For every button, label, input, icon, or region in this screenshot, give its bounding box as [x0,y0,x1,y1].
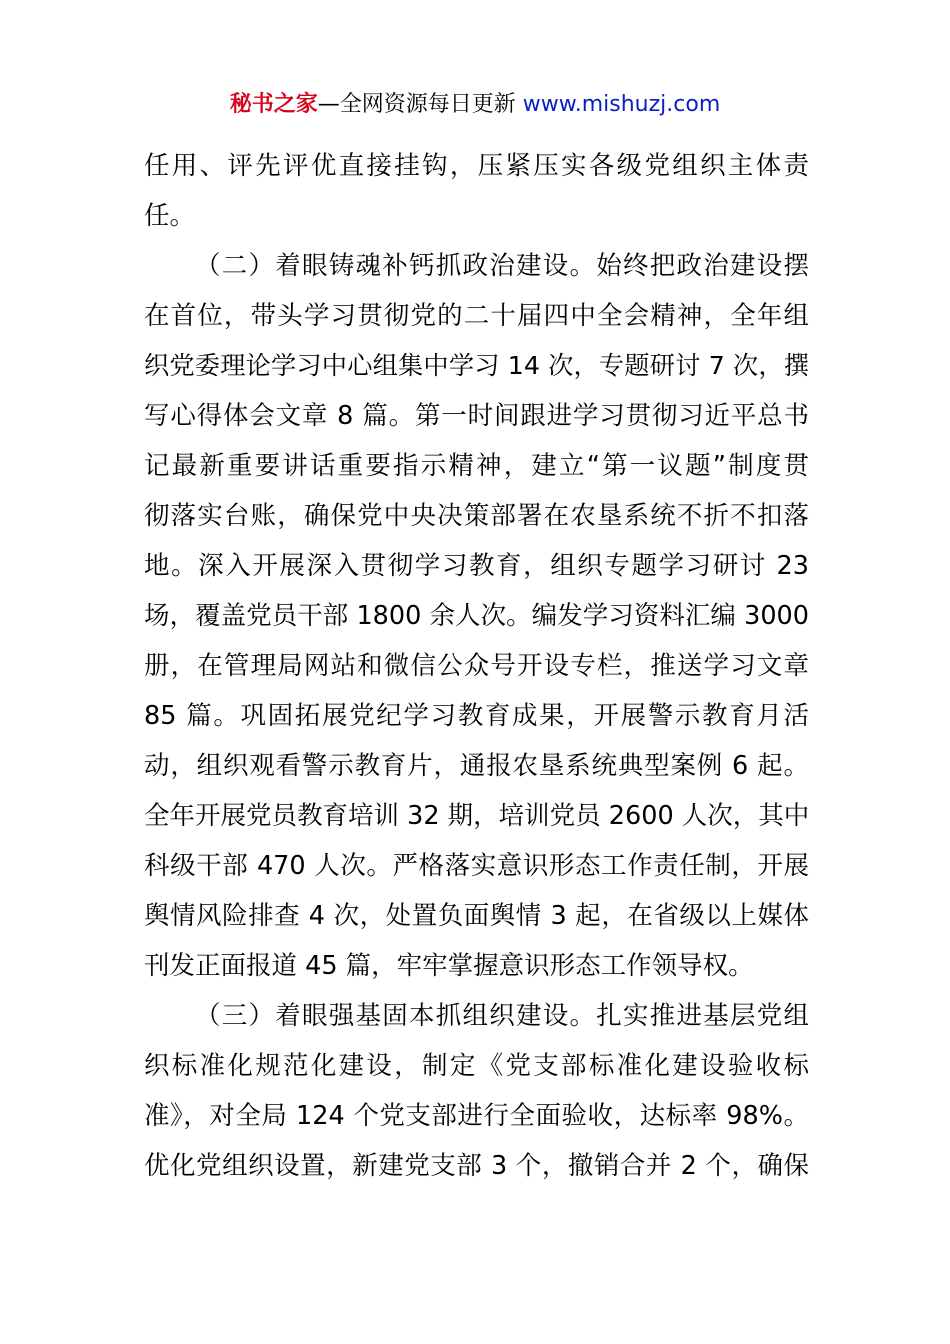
text-line: 85 篇。巩固拓展党纪学习教育成果，开展警示教育月活 [144,701,809,731]
text-line: 刊发正面报道 45 篇，牢牢掌握意识形态工作领导权。 [144,951,754,981]
text-line: 记最新重要讲话重要指示精神，建立“第一议题”制度贯 [144,451,809,481]
text-line: 动，组织观看警示教育片，通报农垦系统典型案例 6 起。 [144,751,809,781]
text-line: 地。深入开展深入贯彻学习教育，组织专题学习研讨 23 [144,551,809,581]
site-url-link[interactable]: www.mishuzj.com [522,92,721,117]
text-line: 在首位，带头学习贯彻党的二十届四中全会精神，全年组 [144,301,809,331]
text-line: 任。 [144,201,196,231]
header-tagline: —全网资源每日更新 [317,92,516,117]
section-heading-line: （二）着眼铸魂补钙抓政治建设。始终把政治建设摆 [195,251,809,281]
text-line: 准》，对全局 124 个党支部进行全面验收，达标率 98%。 [144,1101,809,1131]
text-line: 彻落实台账，确保党中央决策部署在农垦系统不折不扣落 [144,501,809,531]
document-body [144,141,809,1191]
text-line: 写心得体会文章 8 篇。第一时间跟进学习贯彻习近平总书 [144,401,809,431]
text-line: 织党委理论学习中心组集中学习 14 次，专题研讨 7 次，撰 [144,351,809,380]
text-line: 科级干部 470 人次。严格落实意识形态工作责任制，开展 [144,851,809,881]
text-line: 任用、评先评优直接挂钩，压紧压实各级党组织主体责 [144,151,809,181]
page-header [0,88,950,122]
text-line: 优化党组织设置，新建党支部 3 个，撤销合并 2 个，确保 [144,1151,809,1181]
text-line: 舆情风险排查 4 次，处置负面舆情 3 起，在省级以上媒体 [144,901,809,931]
section-heading-line: （三）着眼强基固本抓组织建设。扎实推进基层党组 [195,1001,809,1031]
brand-name: 秘书之家 [229,92,318,117]
text-line: 册，在管理局网站和微信公众号开设专栏，推送学习文章 [144,651,809,681]
text-line: 全年开展党员教育培训 32 期，培训党员 2600 人次，其中 [144,801,809,831]
text-line: 场，覆盖党员干部 1800 余人次。编发学习资料汇编 3000 [144,601,809,631]
text-line: 织标准化规范化建设，制定《党支部标准化建设验收标 [144,1051,809,1081]
